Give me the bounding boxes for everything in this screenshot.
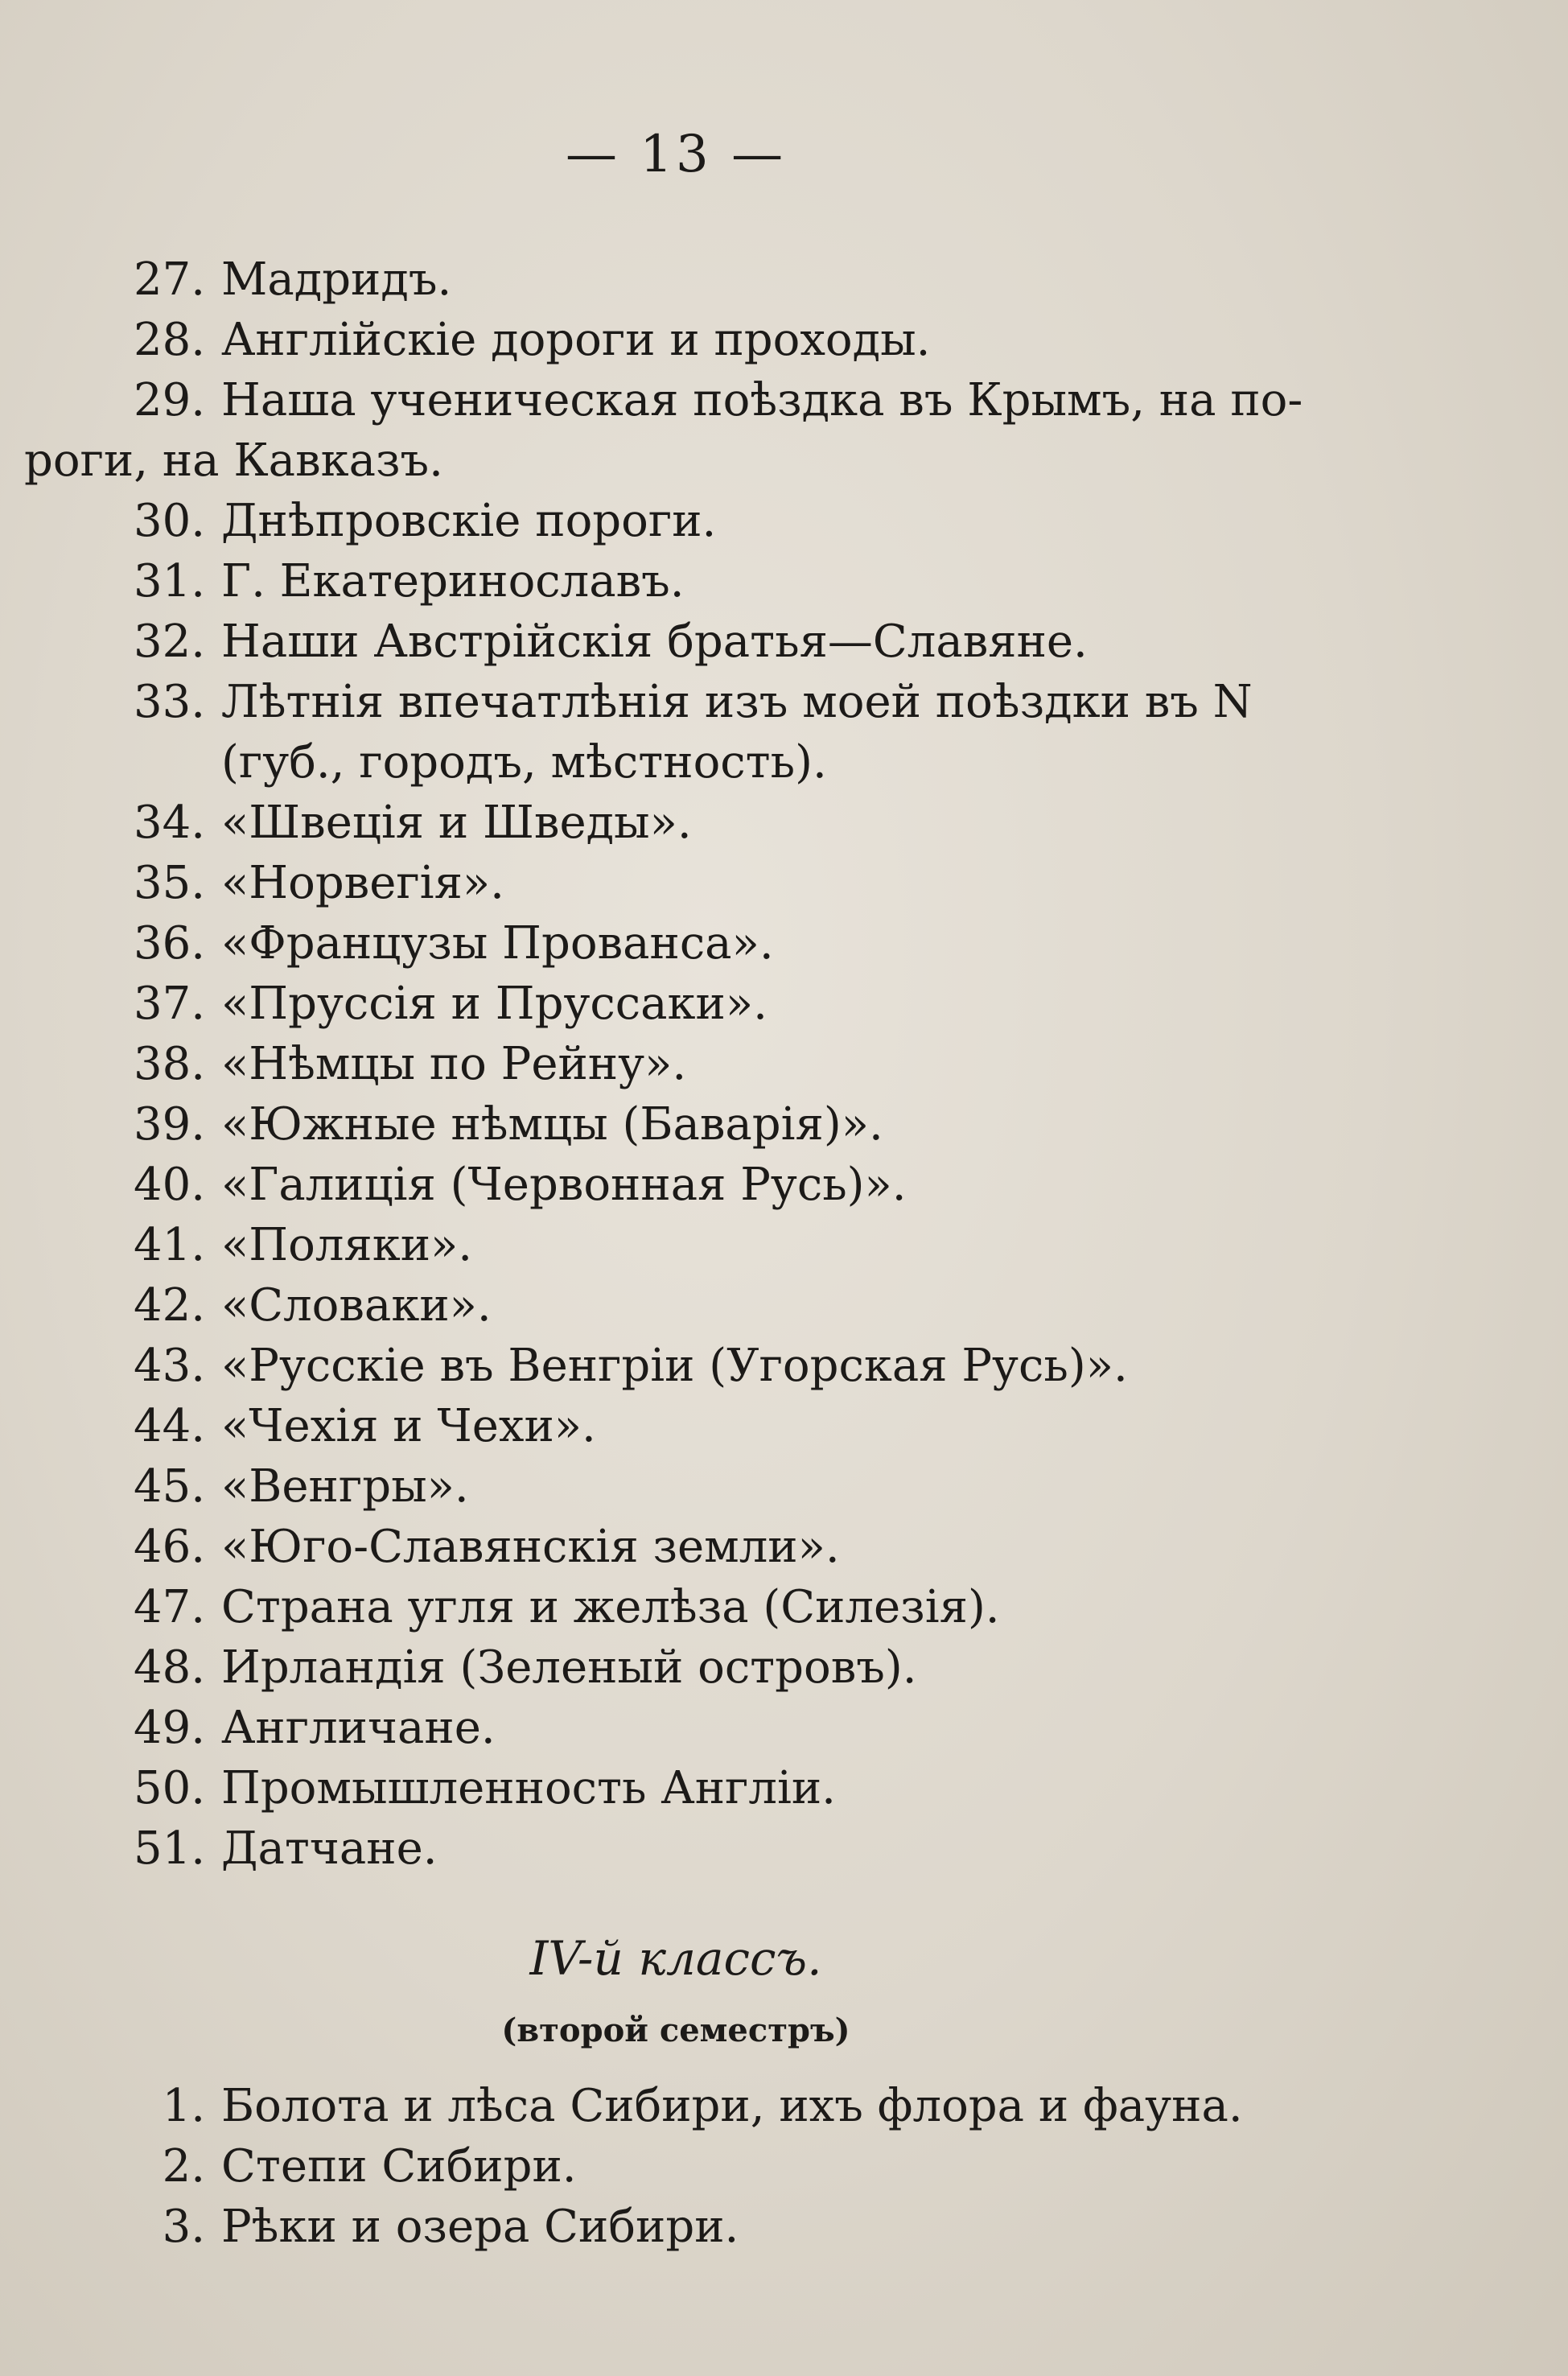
item-number: 50. xyxy=(133,1762,205,1814)
item-number: 40. xyxy=(133,1159,205,1211)
item-text: «Чехія и Чехи». xyxy=(221,1400,596,1452)
list-item xyxy=(113,1637,1368,1698)
list-item xyxy=(113,612,1368,672)
item-number: 35. xyxy=(133,857,205,909)
list-item xyxy=(113,1758,1368,1818)
list-item xyxy=(113,2197,1368,2257)
item-text: «Норвегія». xyxy=(221,857,504,909)
item-text: «Нѣмцы по Рейну». xyxy=(221,1038,687,1090)
item-number: 33. xyxy=(133,676,205,728)
item-number: 30. xyxy=(133,495,205,547)
list-item xyxy=(113,1698,1368,1758)
list-item xyxy=(113,249,1368,310)
list-item xyxy=(113,1155,1368,1215)
item-text: Болота и лѣса Сибири, ихъ флора и фауна. xyxy=(221,2080,1243,2132)
list-item xyxy=(113,672,1368,793)
item-text: «Галиція (Червонная Русь)». xyxy=(221,1159,907,1211)
item-text-continuation: роги, на Кавказъ. xyxy=(24,434,443,487)
item-text: «Словаки». xyxy=(221,1279,492,1332)
section-title: IV-й классъ. xyxy=(529,1931,822,1986)
list-item xyxy=(113,2076,1368,2136)
list-item xyxy=(113,1275,1368,1336)
item-number: 48. xyxy=(133,1641,205,1694)
section-subtitle: (второй семестръ) xyxy=(501,2012,850,2049)
item-text: Днѣпровскіе пороги. xyxy=(221,495,717,547)
item-number: 49. xyxy=(133,1702,205,1754)
topics-list xyxy=(24,249,1368,1879)
list-item xyxy=(113,793,1368,853)
item-number: 32. xyxy=(133,616,205,668)
item-number: 31. xyxy=(133,555,205,607)
item-number: 45. xyxy=(133,1460,205,1513)
item-number: 42. xyxy=(133,1279,205,1332)
list-item xyxy=(113,913,1368,974)
list-item xyxy=(113,551,1368,612)
item-number: 34. xyxy=(133,797,205,849)
list-item xyxy=(113,1577,1368,1637)
item-text: «Швеція и Шведы». xyxy=(221,797,692,849)
item-text: «Венгры». xyxy=(221,1460,469,1513)
item-number: 43. xyxy=(133,1340,205,1392)
item-number: 38. xyxy=(133,1038,205,1090)
list-item xyxy=(113,1456,1368,1517)
list-item xyxy=(113,853,1368,913)
item-number: 39. xyxy=(133,1098,205,1151)
item-number: 28. xyxy=(133,314,205,366)
list-item xyxy=(113,1034,1368,1094)
item-text: Наша ученическая поѣздка въ Крымъ, на по- xyxy=(221,374,1303,426)
list-item xyxy=(113,1215,1368,1275)
item-text: Англійскіе дороги и проходы. xyxy=(221,314,931,366)
list-item xyxy=(113,1094,1368,1155)
list-item xyxy=(24,370,1368,491)
item-number: 29. xyxy=(133,374,205,426)
list-item xyxy=(113,2136,1368,2197)
page-number: — 13 — xyxy=(565,125,787,184)
list-item xyxy=(113,1396,1368,1456)
item-text: «Русскіе въ Венгріи (Угорская Русь)». xyxy=(221,1340,1128,1392)
list-item xyxy=(113,974,1368,1034)
item-text: Наши Австрійскія братья—Славяне. xyxy=(221,616,1088,668)
item-text: «Пруссія и Пруссаки». xyxy=(221,978,768,1030)
item-number: 46. xyxy=(133,1521,205,1573)
item-text-continuation: (губ., городъ, мѣстность). xyxy=(221,736,827,789)
list-item xyxy=(113,491,1368,551)
list-item xyxy=(113,1336,1368,1396)
item-number: 1. xyxy=(162,2080,205,2132)
item-number: 27. xyxy=(133,253,205,306)
item-text: Степи Сибири. xyxy=(221,2140,577,2193)
item-number: 47. xyxy=(133,1581,205,1633)
item-text: «Французы Прованса». xyxy=(221,917,774,970)
item-text: Мадридъ. xyxy=(221,253,452,306)
item-text: Рѣки и озера Сибири. xyxy=(221,2201,739,2253)
item-text: «Южные нѣмцы (Баварія)». xyxy=(221,1098,883,1151)
item-text: Датчане. xyxy=(221,1822,438,1875)
item-number: 3. xyxy=(162,2201,205,2253)
item-text: «Поляки». xyxy=(221,1219,473,1271)
item-number: 51. xyxy=(133,1822,205,1875)
item-text: Англичане. xyxy=(221,1702,496,1754)
list-item xyxy=(113,1517,1368,1577)
item-number: 37. xyxy=(133,978,205,1030)
item-text: Страна угля и желѣза (Силезія). xyxy=(221,1581,1000,1633)
item-text: Лѣтнія впечатлѣнія изъ моей поѣздки въ N xyxy=(221,676,1253,728)
item-number: 41. xyxy=(133,1219,205,1271)
item-text: Ирландія (Зеленый островъ). xyxy=(221,1641,917,1694)
item-text: Г. Екатеринославъ. xyxy=(221,555,685,607)
list-item xyxy=(113,1818,1368,1879)
item-text: Промышленность Англіи. xyxy=(221,1762,836,1814)
semester-topics-list xyxy=(113,2076,1368,2257)
item-number: 36. xyxy=(133,917,205,970)
item-text: «Юго-Славянскія земли». xyxy=(221,1521,840,1573)
item-number: 2. xyxy=(162,2140,205,2193)
list-item xyxy=(113,310,1368,370)
item-number: 44. xyxy=(133,1400,205,1452)
